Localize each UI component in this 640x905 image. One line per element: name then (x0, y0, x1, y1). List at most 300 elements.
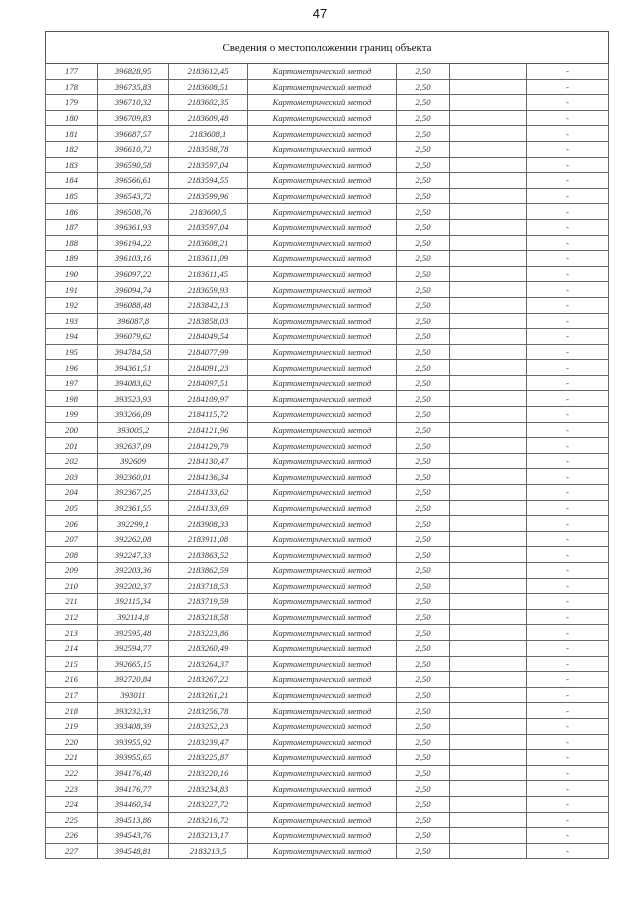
coord-y-cell: 2183594,55 (169, 173, 248, 189)
coord-y-cell: 2183612,45 (169, 64, 248, 80)
note-cell: - (527, 469, 609, 485)
method-cell: Картометрический метод (248, 812, 397, 828)
coord-y-cell: 2183213,17 (169, 828, 248, 844)
point-number-cell: 183 (46, 157, 98, 173)
table-row (46, 516, 609, 532)
method-cell: Картометрический метод (248, 625, 397, 641)
method-cell: Картометрический метод (248, 594, 397, 610)
table-row (46, 687, 609, 703)
coord-y-cell: 2183260,49 (169, 640, 248, 656)
accuracy-cell: 2,50 (397, 672, 450, 688)
coord-y-cell: 2183608,1 (169, 126, 248, 142)
accuracy-cell: 2,50 (397, 173, 450, 189)
coord-x-cell: 396828,95 (98, 64, 169, 80)
coord-x-cell: 396087,8 (98, 313, 169, 329)
description-cell (450, 110, 527, 126)
description-cell (450, 485, 527, 501)
table-row (46, 235, 609, 251)
point-number-cell: 212 (46, 609, 98, 625)
point-number-cell: 199 (46, 407, 98, 423)
accuracy-cell: 2,50 (397, 547, 450, 563)
table-row (46, 219, 609, 235)
coord-y-cell: 2184091,23 (169, 360, 248, 376)
note-cell: - (527, 313, 609, 329)
coord-x-cell: 396097,22 (98, 266, 169, 282)
note-cell: - (527, 95, 609, 111)
method-cell: Картометрический метод (248, 360, 397, 376)
table-row (46, 640, 609, 656)
point-number-cell: 224 (46, 796, 98, 812)
accuracy-cell: 2,50 (397, 687, 450, 703)
point-number-cell: 201 (46, 438, 98, 454)
method-cell: Картометрический метод (248, 500, 397, 516)
point-number-cell: 187 (46, 219, 98, 235)
note-cell: - (527, 563, 609, 579)
coord-y-cell: 2183611,45 (169, 266, 248, 282)
table-body (46, 64, 609, 859)
note-cell: - (527, 407, 609, 423)
description-cell (450, 64, 527, 80)
note-cell: - (527, 485, 609, 501)
method-cell: Картометрический метод (248, 266, 397, 282)
description-cell (450, 297, 527, 313)
coord-y-cell: 2183659,93 (169, 282, 248, 298)
table-row (46, 672, 609, 688)
accuracy-cell: 2,50 (397, 796, 450, 812)
method-cell: Картометрический метод (248, 609, 397, 625)
point-number-cell: 191 (46, 282, 98, 298)
table-row (46, 329, 609, 345)
coord-x-cell: 394083,62 (98, 375, 169, 391)
point-number-cell: 190 (46, 266, 98, 282)
method-cell: Картометрический метод (248, 79, 397, 95)
coord-x-cell: 394543,76 (98, 828, 169, 844)
note-cell: - (527, 188, 609, 204)
coord-x-cell: 393232,31 (98, 703, 169, 719)
description-cell (450, 95, 527, 111)
coord-x-cell: 396735,83 (98, 79, 169, 95)
coord-x-cell: 394176,48 (98, 765, 169, 781)
coord-y-cell: 2184130,47 (169, 453, 248, 469)
point-number-cell: 186 (46, 204, 98, 220)
table-row (46, 750, 609, 766)
method-cell: Картометрический метод (248, 141, 397, 157)
coord-y-cell: 2183225,87 (169, 750, 248, 766)
note-cell: - (527, 812, 609, 828)
method-cell: Картометрический метод (248, 796, 397, 812)
accuracy-cell: 2,50 (397, 765, 450, 781)
description-cell (450, 765, 527, 781)
description-cell (450, 375, 527, 391)
coord-y-cell: 2183252,23 (169, 718, 248, 734)
coord-y-cell: 2183609,48 (169, 110, 248, 126)
method-cell: Картометрический метод (248, 126, 397, 142)
description-cell (450, 781, 527, 797)
point-number-cell: 219 (46, 718, 98, 734)
point-number-cell: 189 (46, 251, 98, 267)
table-row (46, 157, 609, 173)
point-number-cell: 200 (46, 422, 98, 438)
description-cell (450, 563, 527, 579)
accuracy-cell: 2,50 (397, 313, 450, 329)
table-row (46, 266, 609, 282)
table-row (46, 126, 609, 142)
table-row (46, 828, 609, 844)
table-row (46, 578, 609, 594)
description-cell (450, 219, 527, 235)
point-number-cell: 195 (46, 344, 98, 360)
coord-x-cell: 393408,39 (98, 718, 169, 734)
description-cell (450, 500, 527, 516)
point-number-cell: 188 (46, 235, 98, 251)
coord-x-cell: 392720,84 (98, 672, 169, 688)
method-cell: Картометрический метод (248, 734, 397, 750)
coord-y-cell: 2184133,62 (169, 485, 248, 501)
point-number-cell: 181 (46, 126, 98, 142)
boundary-table (45, 31, 608, 859)
note-cell: - (527, 453, 609, 469)
method-cell: Картометрический метод (248, 204, 397, 220)
description-cell (450, 718, 527, 734)
accuracy-cell: 2,50 (397, 329, 450, 345)
coord-y-cell: 2183858,03 (169, 313, 248, 329)
method-cell: Картометрический метод (248, 781, 397, 797)
point-number-cell: 205 (46, 500, 98, 516)
description-cell (450, 750, 527, 766)
note-cell: - (527, 718, 609, 734)
description-cell (450, 313, 527, 329)
note-cell: - (527, 781, 609, 797)
description-cell (450, 812, 527, 828)
table-row (46, 251, 609, 267)
coord-x-cell: 392360,01 (98, 469, 169, 485)
coord-x-cell: 394548,81 (98, 843, 169, 859)
method-cell: Картометрический метод (248, 391, 397, 407)
description-cell (450, 188, 527, 204)
point-number-cell: 221 (46, 750, 98, 766)
point-number-cell: 204 (46, 485, 98, 501)
point-number-cell: 206 (46, 516, 98, 532)
coord-x-cell: 396361,93 (98, 219, 169, 235)
note-cell: - (527, 141, 609, 157)
note-cell: - (527, 547, 609, 563)
description-cell (450, 594, 527, 610)
coord-y-cell: 2183256,78 (169, 703, 248, 719)
accuracy-cell: 2,50 (397, 438, 450, 454)
method-cell: Картометрический метод (248, 235, 397, 251)
accuracy-cell: 2,50 (397, 485, 450, 501)
coord-y-cell: 2183863,52 (169, 547, 248, 563)
point-number-cell: 210 (46, 578, 98, 594)
coord-y-cell: 2183264,37 (169, 656, 248, 672)
accuracy-cell: 2,50 (397, 157, 450, 173)
table-row (46, 812, 609, 828)
method-cell: Картометрический метод (248, 765, 397, 781)
table-row (46, 594, 609, 610)
note-cell: - (527, 656, 609, 672)
coord-y-cell: 2184133,69 (169, 500, 248, 516)
coord-x-cell: 396709,83 (98, 110, 169, 126)
accuracy-cell: 2,50 (397, 141, 450, 157)
accuracy-cell: 2,50 (397, 500, 450, 516)
coord-x-cell: 394176,77 (98, 781, 169, 797)
table-row (46, 703, 609, 719)
point-number-cell: 192 (46, 297, 98, 313)
method-cell: Картометрический метод (248, 282, 397, 298)
description-cell (450, 656, 527, 672)
table-row (46, 64, 609, 80)
accuracy-cell: 2,50 (397, 266, 450, 282)
coord-y-cell: 2183267,22 (169, 672, 248, 688)
coord-y-cell: 2183234,83 (169, 781, 248, 797)
note-cell: - (527, 157, 609, 173)
coord-x-cell: 393005,2 (98, 422, 169, 438)
description-cell (450, 360, 527, 376)
note-cell: - (527, 219, 609, 235)
table-row (46, 485, 609, 501)
coord-y-cell: 2183599,96 (169, 188, 248, 204)
accuracy-cell: 2,50 (397, 516, 450, 532)
description-cell (450, 625, 527, 641)
accuracy-cell: 2,50 (397, 578, 450, 594)
table-row (46, 563, 609, 579)
note-cell: - (527, 672, 609, 688)
note-cell: - (527, 625, 609, 641)
coord-y-cell: 2183600,5 (169, 204, 248, 220)
coord-x-cell: 396094,74 (98, 282, 169, 298)
coord-x-cell: 396088,48 (98, 297, 169, 313)
coord-x-cell: 392609 (98, 453, 169, 469)
table-row (46, 407, 609, 423)
point-number-cell: 207 (46, 531, 98, 547)
coord-x-cell: 396079,62 (98, 329, 169, 345)
point-number-cell: 209 (46, 563, 98, 579)
coord-x-cell: 396590,58 (98, 157, 169, 173)
table-row (46, 718, 609, 734)
description-cell (450, 547, 527, 563)
table-row (46, 95, 609, 111)
point-number-cell: 220 (46, 734, 98, 750)
method-cell: Картометрический метод (248, 407, 397, 423)
description-cell (450, 407, 527, 423)
description-cell (450, 79, 527, 95)
note-cell: - (527, 266, 609, 282)
description-cell (450, 578, 527, 594)
coord-x-cell: 394513,86 (98, 812, 169, 828)
accuracy-cell: 2,50 (397, 843, 450, 859)
coord-x-cell: 392247,33 (98, 547, 169, 563)
point-number-cell: 197 (46, 375, 98, 391)
coord-x-cell: 392262,08 (98, 531, 169, 547)
coord-x-cell: 392203,36 (98, 563, 169, 579)
coord-x-cell: 396103,16 (98, 251, 169, 267)
point-number-cell: 215 (46, 656, 98, 672)
method-cell: Картометрический метод (248, 469, 397, 485)
point-number-cell: 214 (46, 640, 98, 656)
method-cell: Картометрический метод (248, 219, 397, 235)
coord-x-cell: 393955,65 (98, 750, 169, 766)
accuracy-cell: 2,50 (397, 469, 450, 485)
note-cell: - (527, 204, 609, 220)
method-cell: Картометрический метод (248, 438, 397, 454)
description-cell (450, 422, 527, 438)
table-row (46, 282, 609, 298)
accuracy-cell: 2,50 (397, 360, 450, 376)
accuracy-cell: 2,50 (397, 219, 450, 235)
coord-y-cell: 2183218,58 (169, 609, 248, 625)
method-cell: Картометрический метод (248, 531, 397, 547)
coord-y-cell: 2183611,09 (169, 251, 248, 267)
method-cell: Картометрический метод (248, 703, 397, 719)
method-cell: Картометрический метод (248, 110, 397, 126)
description-cell (450, 329, 527, 345)
coord-y-cell: 2183608,21 (169, 235, 248, 251)
method-cell: Картометрический метод (248, 297, 397, 313)
description-cell (450, 141, 527, 157)
accuracy-cell: 2,50 (397, 344, 450, 360)
coord-x-cell: 393523,93 (98, 391, 169, 407)
table-row (46, 531, 609, 547)
note-cell: - (527, 251, 609, 267)
method-cell: Картометрический метод (248, 750, 397, 766)
point-number-cell: 193 (46, 313, 98, 329)
description-cell (450, 828, 527, 844)
accuracy-cell: 2,50 (397, 703, 450, 719)
coord-x-cell: 392594,77 (98, 640, 169, 656)
note-cell: - (527, 750, 609, 766)
table-row (46, 391, 609, 407)
note-cell: - (527, 391, 609, 407)
description-cell (450, 391, 527, 407)
point-number-cell: 217 (46, 687, 98, 703)
accuracy-cell: 2,50 (397, 204, 450, 220)
point-number-cell: 208 (46, 547, 98, 563)
description-cell (450, 843, 527, 859)
coord-y-cell: 2184129,79 (169, 438, 248, 454)
accuracy-cell: 2,50 (397, 79, 450, 95)
point-number-cell: 227 (46, 843, 98, 859)
coord-x-cell: 393955,92 (98, 734, 169, 750)
note-cell: - (527, 126, 609, 142)
coord-x-cell: 392361,55 (98, 500, 169, 516)
table-row (46, 173, 609, 189)
note-cell: - (527, 828, 609, 844)
note-cell: - (527, 344, 609, 360)
coord-y-cell: 2184049,54 (169, 329, 248, 345)
page-number: 47 (312, 6, 328, 21)
description-cell (450, 282, 527, 298)
method-cell: Картометрический метод (248, 313, 397, 329)
point-number-cell: 179 (46, 95, 98, 111)
coord-y-cell: 2183842,13 (169, 297, 248, 313)
description-cell (450, 126, 527, 142)
description-cell (450, 531, 527, 547)
coord-y-cell: 2183719,59 (169, 594, 248, 610)
point-number-cell: 194 (46, 329, 98, 345)
note-cell: - (527, 282, 609, 298)
accuracy-cell: 2,50 (397, 734, 450, 750)
table-row (46, 781, 609, 797)
accuracy-cell: 2,50 (397, 110, 450, 126)
note-cell: - (527, 578, 609, 594)
table-row (46, 469, 609, 485)
coord-y-cell: 2183862,59 (169, 563, 248, 579)
method-cell: Картометрический метод (248, 687, 397, 703)
accuracy-cell: 2,50 (397, 95, 450, 111)
description-cell (450, 796, 527, 812)
table-row (46, 734, 609, 750)
point-number-cell: 211 (46, 594, 98, 610)
coord-y-cell: 2183908,33 (169, 516, 248, 532)
accuracy-cell: 2,50 (397, 64, 450, 80)
description-cell (450, 344, 527, 360)
coord-y-cell: 2183598,78 (169, 141, 248, 157)
coord-x-cell: 392367,25 (98, 485, 169, 501)
point-number-cell: 198 (46, 391, 98, 407)
accuracy-cell: 2,50 (397, 594, 450, 610)
table-row (46, 656, 609, 672)
note-cell: - (527, 235, 609, 251)
point-number-cell: 182 (46, 141, 98, 157)
accuracy-cell: 2,50 (397, 563, 450, 579)
coord-y-cell: 2183718,53 (169, 578, 248, 594)
table-title: Сведения о местоположении границ объекта (46, 32, 609, 64)
table-row (46, 204, 609, 220)
point-number-cell: 177 (46, 64, 98, 80)
coord-x-cell: 392595,48 (98, 625, 169, 641)
description-cell (450, 173, 527, 189)
coord-x-cell: 392114,8 (98, 609, 169, 625)
coord-y-cell: 2183220,16 (169, 765, 248, 781)
description-cell (450, 672, 527, 688)
accuracy-cell: 2,50 (397, 282, 450, 298)
coord-x-cell: 393266,09 (98, 407, 169, 423)
coord-y-cell: 2184077,99 (169, 344, 248, 360)
table-row (46, 500, 609, 516)
accuracy-cell: 2,50 (397, 531, 450, 547)
coord-y-cell: 2184121,96 (169, 422, 248, 438)
description-cell (450, 204, 527, 220)
method-cell: Картометрический метод (248, 718, 397, 734)
note-cell: - (527, 375, 609, 391)
method-cell: Картометрический метод (248, 453, 397, 469)
coord-x-cell: 396610,72 (98, 141, 169, 157)
coord-y-cell: 2183597,04 (169, 157, 248, 173)
description-cell (450, 438, 527, 454)
note-cell: - (527, 110, 609, 126)
note-cell: - (527, 422, 609, 438)
accuracy-cell: 2,50 (397, 781, 450, 797)
table-row (46, 188, 609, 204)
coord-y-cell: 2184115,72 (169, 407, 248, 423)
coord-x-cell: 396687,57 (98, 126, 169, 142)
description-cell (450, 469, 527, 485)
table-row (46, 344, 609, 360)
table-row (46, 79, 609, 95)
description-cell (450, 266, 527, 282)
description-cell (450, 687, 527, 703)
method-cell: Картометрический метод (248, 563, 397, 579)
method-cell: Картометрический метод (248, 843, 397, 859)
accuracy-cell: 2,50 (397, 609, 450, 625)
note-cell: - (527, 173, 609, 189)
coord-y-cell: 2183608,51 (169, 79, 248, 95)
point-number-cell: 225 (46, 812, 98, 828)
table-row (46, 110, 609, 126)
accuracy-cell: 2,50 (397, 625, 450, 641)
table-row (46, 438, 609, 454)
accuracy-cell: 2,50 (397, 375, 450, 391)
